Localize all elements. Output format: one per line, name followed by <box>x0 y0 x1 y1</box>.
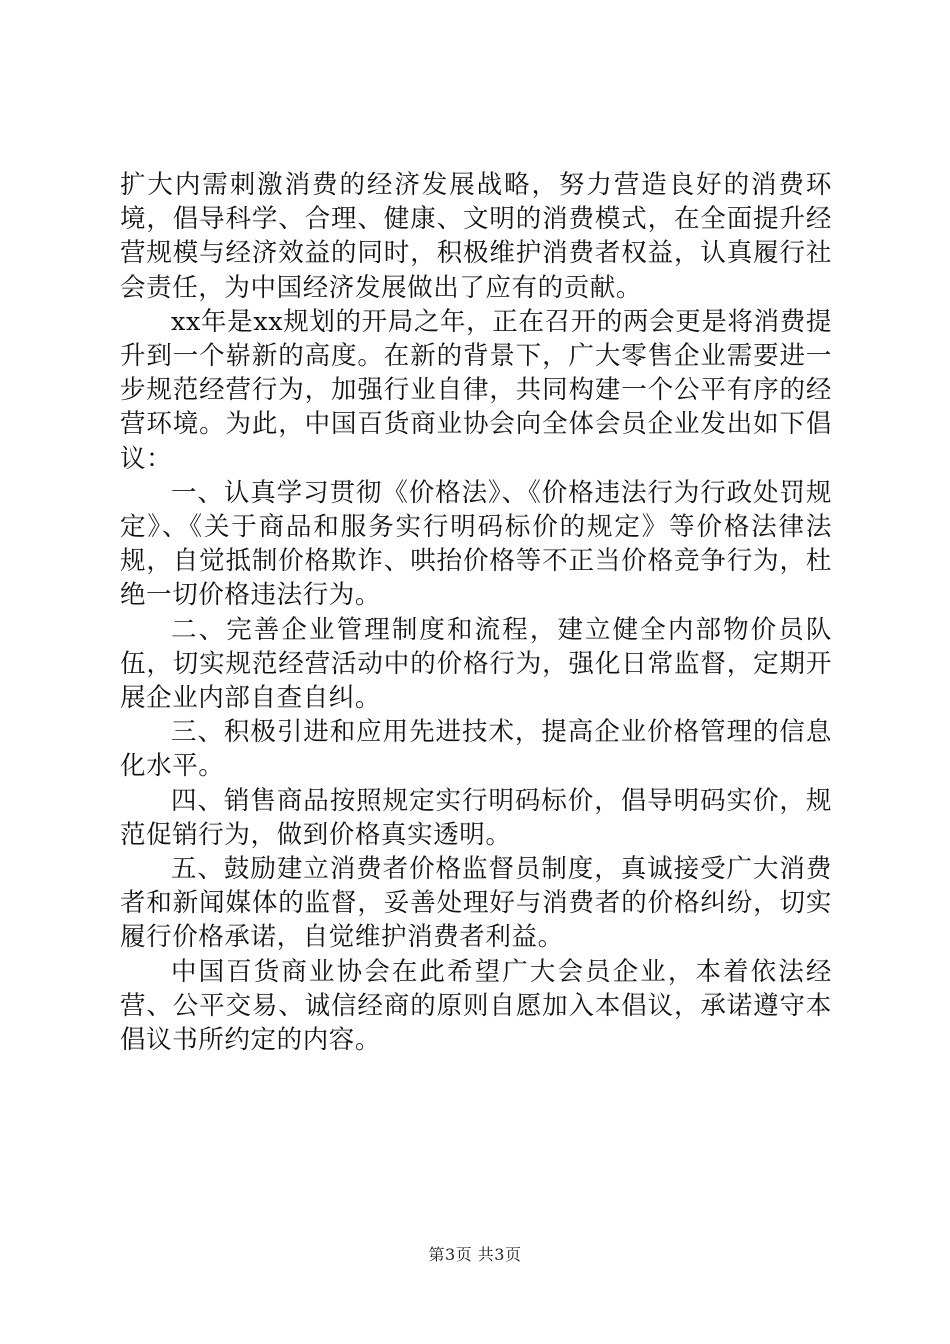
paragraph-item-4: 四、销售商品按照规定实行明码标价，倡导明码实价，规范促销行为，做到价格真实透明。 <box>120 785 832 850</box>
paragraph-context: xx年是xx规划的开局之年，正在召开的两会更是将消费提升到一个崭新的高度。在新的背景下，广大零售企业需要进一步规范经营行为，加强行业自律，共同构建一个公平有序的经营环境。为此，中国百货商业协会向全体会员企业发出如下倡议： <box>120 306 832 474</box>
paragraph-closing: 中国百货商业协会在此希望广大会员企业，本着依法经营、公平交易、诚信经商的原则自愿加入本倡议，承诺遵守本倡议书所约定的内容。 <box>120 956 832 1056</box>
page-number-footer: 第3页 共3页 <box>428 1245 522 1264</box>
document-body <box>120 168 832 1057</box>
paragraph-item-5: 五、鼓励建立消费者价格监督员制度，真诚接受广大消费者和新闻媒体的监督，妥善处理好与消费者的价格纠纷，切实履行价格承诺，自觉维护消费者利益。 <box>120 854 832 953</box>
paragraph-item-3: 三、积极引进和应用先进技术，提高企业价格管理的信息化水平。 <box>120 717 832 782</box>
paragraph-continuation: 扩大内需刺激消费的经济发展战略，努力营造良好的消费环境，倡导科学、合理、健康、文明的消费模式，在全面提升经营规模与经济效益的同时，积极维护消费者权益，认真履行社会责任，为中国经济发展做出了应有的贡献。 <box>120 170 832 303</box>
paragraph-item-2: 二、完善企业管理制度和流程，建立健全内部物价员队伍，切实规范经营活动中的价格行为，强化日常监督，定期开展企业内部自查自纠。 <box>120 614 832 714</box>
paragraph-item-1: 一、认真学习贯彻《价格法》、《价格违法行为行政处罚规定》、《关于商品和服务实行明码标价的规定》等价格法律法规，自觉抵制价格欺诈、哄抬价格等不正当价格竞争行为，杜绝一切价格违法行为。 <box>120 477 832 611</box>
